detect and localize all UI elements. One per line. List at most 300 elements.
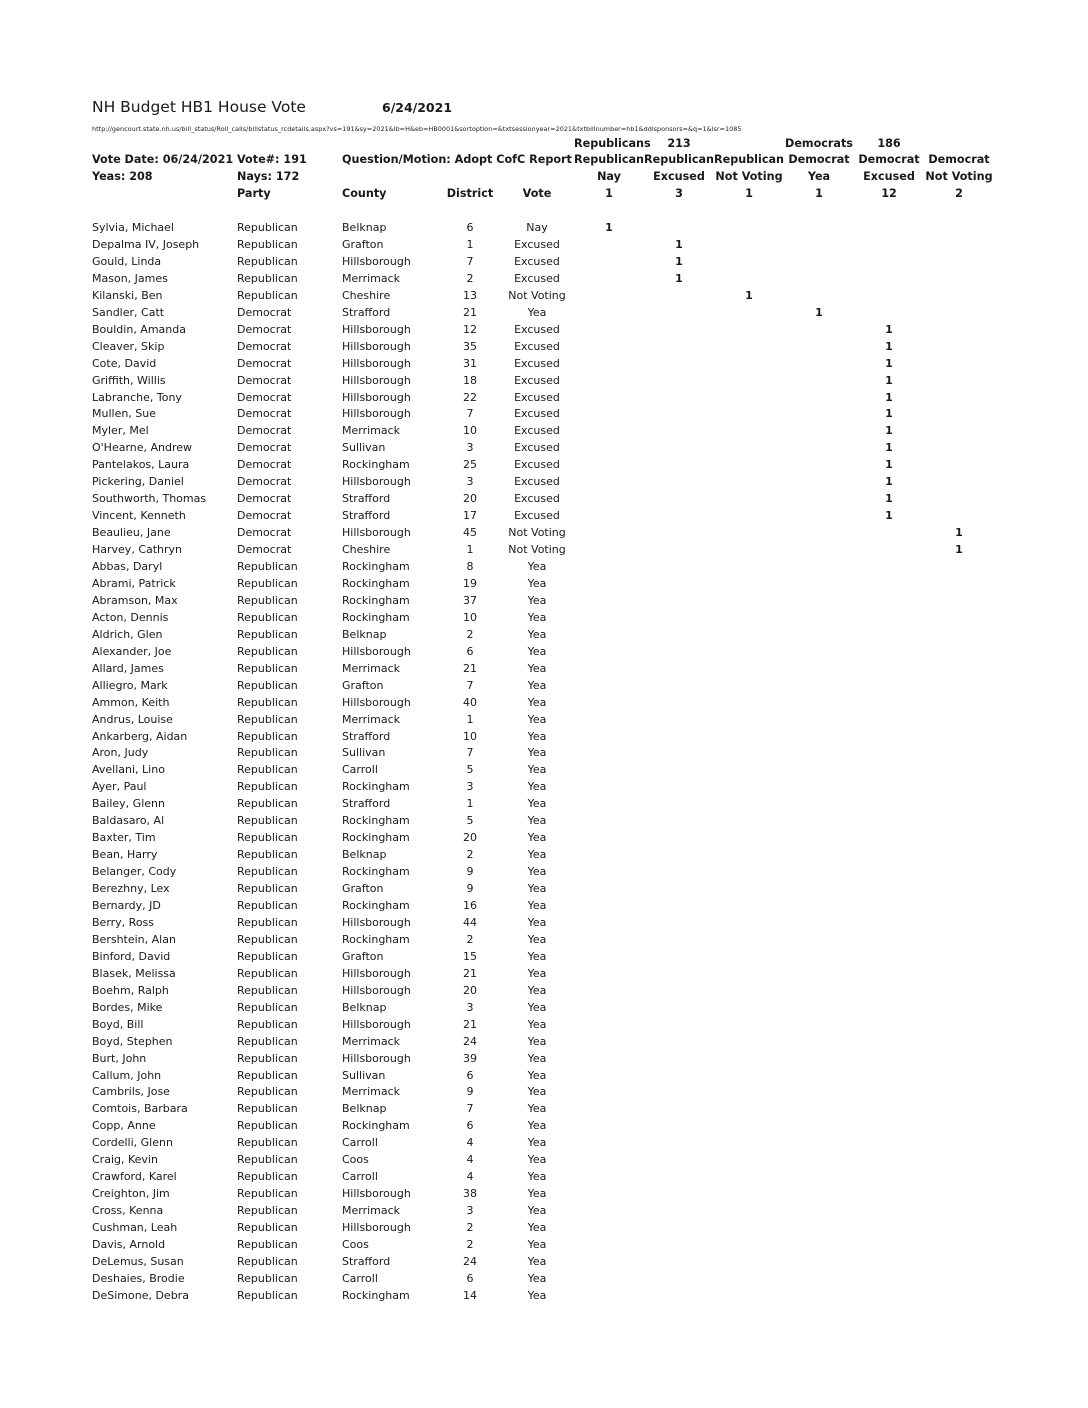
member-district: 7	[466, 678, 474, 692]
member-party: Republican	[237, 1119, 298, 1133]
member-vote: Yea	[527, 610, 547, 624]
member-district: 13	[463, 288, 477, 302]
tally-header-line1: Democrat	[928, 153, 990, 166]
member-party: Democrat	[237, 390, 292, 404]
member-district: 25	[463, 458, 477, 472]
member-district: 18	[463, 373, 477, 387]
table-row	[0, 933, 1088, 950]
member-vote: Yea	[527, 1017, 547, 1031]
member-name: Mason, James	[92, 271, 168, 285]
tally-header-line1: Democrat	[788, 153, 850, 166]
yeas-label: Yeas: 208	[92, 170, 153, 183]
member-party: Republican	[237, 254, 298, 268]
table-row	[0, 1119, 1088, 1136]
member-district: 6	[466, 1271, 474, 1285]
document-date: 6/24/2021	[382, 100, 453, 115]
member-party: Democrat	[237, 322, 292, 336]
member-name: Boyd, Bill	[92, 1017, 144, 1031]
table-row	[0, 340, 1088, 357]
member-county: Coos	[342, 1238, 369, 1251]
tally-mark: 1	[885, 509, 893, 523]
tally-mark: 1	[885, 492, 893, 506]
member-party: Republican	[237, 1068, 298, 1082]
member-party: Republican	[237, 237, 298, 251]
table-row	[0, 696, 1088, 713]
table-row	[0, 831, 1088, 848]
table-row	[0, 628, 1088, 645]
tally-mark: 1	[675, 271, 683, 285]
member-county: Belknap	[342, 221, 387, 234]
table-row	[0, 967, 1088, 984]
member-name: DeSimone, Debra	[92, 1288, 189, 1302]
table-row	[0, 1204, 1088, 1221]
tally-header-line1: Democrat	[858, 153, 920, 166]
republicans-total: 213	[667, 137, 691, 150]
member-party: Republican	[237, 1271, 298, 1285]
member-vote: Yea	[527, 1221, 547, 1235]
member-district: 7	[466, 407, 474, 421]
member-county: Merrimack	[342, 1204, 401, 1218]
member-name: Creighton, Jim	[92, 1187, 170, 1201]
member-district: 4	[466, 1170, 474, 1184]
member-vote: Yea	[527, 915, 547, 929]
member-name: Cushman, Leah	[92, 1221, 178, 1235]
table-row	[0, 848, 1088, 865]
member-vote: Excused	[514, 339, 560, 353]
member-name: Crawford, Karel	[92, 1170, 177, 1184]
member-county: Merrimack	[342, 1085, 401, 1099]
member-county: Hillsborough	[342, 1017, 411, 1031]
member-party: Republican	[237, 610, 298, 624]
member-party: Republican	[237, 1204, 298, 1218]
member-name: Vincent, Kenneth	[92, 509, 186, 523]
member-district: 37	[463, 593, 477, 607]
table-row	[0, 255, 1088, 272]
member-party: Republican	[237, 1153, 298, 1167]
table-row	[0, 899, 1088, 916]
member-district: 1	[466, 797, 474, 811]
member-name: Craig, Kevin	[92, 1153, 158, 1167]
member-county: Hillsborough	[342, 356, 411, 370]
member-name: Pickering, Daniel	[92, 475, 184, 489]
member-county: Rockingham	[342, 780, 410, 794]
member-vote: Yea	[527, 1051, 547, 1065]
vote-number-label: Vote#: 191	[237, 153, 307, 166]
member-district: 8	[466, 560, 474, 573]
member-name: Berry, Ross	[92, 915, 155, 929]
member-party: Republican	[237, 1254, 298, 1268]
member-county: Grafton	[342, 678, 384, 692]
tally-header-line2: Excused	[653, 170, 705, 183]
member-county: Merrimack	[342, 1034, 401, 1048]
member-county: Rockingham	[342, 814, 410, 828]
member-party: Republican	[237, 627, 298, 641]
member-vote: Not Voting	[508, 526, 566, 540]
nays-label: Nays: 172	[237, 170, 300, 183]
table-row	[0, 357, 1088, 374]
county-column-header: County	[342, 187, 387, 200]
table-row	[0, 475, 1088, 492]
member-county: Carroll	[342, 1136, 378, 1150]
table-row	[0, 306, 1088, 323]
vote-column-header: Vote	[522, 187, 552, 200]
member-county: Strafford	[342, 509, 391, 523]
member-name: Abrami, Patrick	[92, 576, 176, 590]
tally-mark: 1	[885, 475, 893, 489]
table-row	[0, 797, 1088, 814]
member-party: Republican	[237, 1017, 298, 1031]
member-county: Hillsborough	[342, 254, 411, 268]
member-vote: Excused	[514, 492, 560, 506]
member-vote: Yea	[527, 678, 547, 692]
table-row	[0, 424, 1088, 441]
tally-header-line2: Not Voting	[715, 170, 783, 183]
member-party: Democrat	[237, 543, 292, 557]
member-district: 9	[466, 882, 474, 896]
member-county: Sullivan	[342, 441, 386, 455]
table-row	[0, 763, 1088, 780]
tally-mark: 1	[675, 254, 683, 268]
member-vote: Yea	[527, 1238, 547, 1251]
member-county: Cheshire	[342, 543, 391, 557]
member-county: Rockingham	[342, 610, 410, 624]
tally-mark: 1	[885, 407, 893, 421]
member-vote: Yea	[527, 729, 547, 743]
member-district: 2	[466, 932, 474, 946]
member-party: Republican	[237, 1085, 298, 1099]
member-vote: Nay	[526, 221, 548, 234]
member-name: Ayer, Paul	[92, 780, 147, 794]
member-county: Grafton	[342, 949, 384, 963]
member-name: Alexander, Joe	[92, 644, 172, 658]
member-county: Hillsborough	[342, 390, 411, 404]
tally-header-count: 2	[955, 187, 963, 200]
member-vote: Yea	[527, 712, 547, 726]
member-vote: Yea	[527, 560, 547, 573]
member-name: Sylvia, Michael	[92, 221, 174, 234]
table-row	[0, 1187, 1088, 1204]
tally-mark: 1	[815, 305, 823, 319]
table-row	[0, 916, 1088, 933]
member-name: Bouldin, Amanda	[92, 322, 186, 336]
member-party: Republican	[237, 576, 298, 590]
member-district: 7	[466, 254, 474, 268]
member-vote: Yea	[527, 1136, 547, 1150]
member-party: Republican	[237, 1000, 298, 1014]
member-district: 15	[463, 949, 477, 963]
member-party: Republican	[237, 848, 298, 862]
member-county: Hillsborough	[342, 407, 411, 421]
member-district: 6	[466, 221, 474, 234]
tally-header-line2: Not Voting	[925, 170, 993, 183]
member-district: 19	[463, 576, 477, 590]
member-district: 6	[466, 644, 474, 658]
member-vote: Yea	[527, 1068, 547, 1082]
table-row	[0, 950, 1088, 967]
member-county: Merrimack	[342, 712, 401, 726]
member-name: Blasek, Melissa	[92, 966, 176, 980]
tally-header-line1: Republican	[574, 153, 644, 166]
member-name: Abbas, Daryl	[92, 560, 163, 573]
member-county: Merrimack	[342, 424, 401, 438]
tally-mark: 1	[955, 526, 963, 540]
member-party: Democrat	[237, 356, 292, 370]
tally-header-line2: Yea	[807, 170, 831, 183]
table-row	[0, 577, 1088, 594]
member-name: DeLemus, Susan	[92, 1254, 184, 1268]
member-name: Comtois, Barbara	[92, 1102, 188, 1116]
tally-header-count: 1	[605, 187, 613, 200]
table-row	[0, 1001, 1088, 1018]
member-vote: Yea	[527, 780, 547, 794]
member-party: Republican	[237, 1051, 298, 1065]
member-vote: Yea	[527, 932, 547, 946]
tally-mark: 1	[675, 237, 683, 251]
member-county: Hillsborough	[342, 966, 411, 980]
table-row	[0, 492, 1088, 509]
member-county: Strafford	[342, 1254, 391, 1268]
member-party: Republican	[237, 814, 298, 828]
member-party: Democrat	[237, 475, 292, 489]
member-party: Republican	[237, 644, 298, 658]
member-name: Abramson, Max	[92, 593, 178, 607]
member-party: Republican	[237, 763, 298, 777]
table-row	[0, 543, 1088, 560]
member-district: 3	[466, 475, 474, 489]
member-name: Callum, John	[92, 1068, 162, 1082]
table-row	[0, 1238, 1088, 1255]
member-name: Alliegro, Mark	[92, 678, 168, 692]
member-party: Republican	[237, 712, 298, 726]
member-party: Democrat	[237, 509, 292, 523]
member-county: Rockingham	[342, 458, 410, 472]
member-county: Belknap	[342, 627, 387, 641]
member-party: Republican	[237, 593, 298, 607]
party-column-header: Party	[237, 187, 271, 200]
member-county: Rockingham	[342, 932, 410, 946]
member-name: Bernardy, JD	[92, 899, 161, 912]
member-vote: Yea	[527, 966, 547, 980]
tally-mark: 1	[885, 441, 893, 455]
member-district: 9	[466, 865, 474, 879]
tally-header-line1: Republican	[714, 153, 784, 166]
member-name: Copp, Anne	[92, 1119, 156, 1133]
member-district: 2	[466, 627, 474, 641]
table-row	[0, 1136, 1088, 1153]
member-district: 21	[463, 966, 477, 980]
member-party: Democrat	[237, 458, 292, 472]
tally-header-line1: Republican	[644, 153, 714, 166]
member-county: Hillsborough	[342, 373, 411, 387]
member-name: Kilanski, Ben	[92, 288, 163, 302]
member-district: 10	[463, 424, 477, 438]
member-vote: Excused	[514, 407, 560, 421]
member-county: Rockingham	[342, 831, 410, 845]
member-district: 6	[466, 1068, 474, 1082]
member-name: Myler, Mel	[92, 424, 149, 438]
member-county: Merrimack	[342, 271, 401, 285]
member-party: Republican	[237, 746, 298, 760]
member-vote: Yea	[527, 1288, 547, 1302]
member-name: Bershtein, Alan	[92, 932, 176, 946]
member-county: Belknap	[342, 848, 387, 862]
member-county: Hillsborough	[342, 695, 411, 709]
member-name: Labranche, Tony	[92, 390, 182, 404]
member-vote: Yea	[527, 746, 547, 760]
member-vote: Yea	[527, 899, 547, 912]
tally-mark: 1	[885, 339, 893, 353]
table-row	[0, 1035, 1088, 1052]
member-county: Carroll	[342, 763, 378, 777]
member-party: Republican	[237, 560, 298, 573]
member-district: 1	[466, 712, 474, 726]
member-vote: Yea	[527, 1187, 547, 1201]
member-county: Rockingham	[342, 1288, 410, 1302]
member-vote: Yea	[527, 593, 547, 607]
table-row	[0, 272, 1088, 289]
member-vote: Yea	[527, 949, 547, 963]
member-vote: Excused	[514, 509, 560, 523]
member-county: Sullivan	[342, 1068, 386, 1082]
member-name: Acton, Dennis	[92, 610, 169, 624]
member-party: Republican	[237, 1288, 298, 1302]
member-vote: Excused	[514, 475, 560, 489]
member-name: Cambrils, Jose	[92, 1085, 170, 1099]
member-district: 14	[463, 1288, 477, 1302]
member-county: Coos	[342, 1153, 369, 1167]
tally-mark: 1	[955, 543, 963, 557]
member-party: Democrat	[237, 339, 292, 353]
member-vote: Yea	[527, 305, 547, 319]
member-vote: Not Voting	[508, 543, 566, 557]
member-name: Gould, Linda	[92, 254, 162, 268]
member-party: Republican	[237, 949, 298, 963]
member-party: Republican	[237, 915, 298, 929]
table-row	[0, 611, 1088, 628]
member-district: 17	[463, 509, 477, 523]
member-vote: Excused	[514, 373, 560, 387]
member-vote: Yea	[527, 983, 547, 997]
member-district: 10	[463, 729, 477, 743]
table-row	[0, 984, 1088, 1001]
source-url[interactable]: http://gencourt.state.nh.us/bill_status/Roll_calls/billstatus_rcdetails.aspx?vs=191&sy=2021&lb=H&eb=HB0001&sortoption=&txtsessionyear=2021&txtbillnumber=hb1&ddlsponsors=&q=1&lsr=1085	[92, 125, 742, 133]
democrats-total: 186	[877, 137, 901, 150]
question-label: Question/Motion: Adopt CofC Report	[342, 153, 572, 166]
table-row	[0, 1069, 1088, 1086]
table-row	[0, 458, 1088, 475]
member-party: Republican	[237, 729, 298, 743]
member-district: 3	[466, 1000, 474, 1014]
table-row	[0, 1018, 1088, 1035]
member-name: Mullen, Sue	[92, 407, 157, 421]
member-district: 20	[463, 983, 477, 997]
member-district: 1	[466, 237, 474, 251]
member-party: Democrat	[237, 424, 292, 438]
member-name: Cote, David	[92, 356, 157, 370]
member-party: Democrat	[237, 305, 292, 319]
table-row	[0, 1272, 1088, 1289]
member-name: Harvey, Cathryn	[92, 543, 183, 557]
member-county: Belknap	[342, 1102, 387, 1116]
table-row	[0, 814, 1088, 831]
member-name: Bailey, Glenn	[92, 797, 165, 811]
member-name: Berezhny, Lex	[92, 882, 170, 896]
member-party: Republican	[237, 271, 298, 285]
member-name: Deshaies, Brodie	[92, 1271, 185, 1285]
tally-mark: 1	[885, 424, 893, 438]
table-row	[0, 1255, 1088, 1272]
table-row	[0, 645, 1088, 662]
member-district: 4	[466, 1136, 474, 1150]
tally-mark: 1	[885, 390, 893, 404]
table-row	[0, 865, 1088, 882]
member-vote: Yea	[527, 1085, 547, 1099]
tally-header-line2: Nay	[597, 170, 621, 183]
member-party: Democrat	[237, 492, 292, 506]
table-row	[0, 679, 1088, 696]
member-district: 16	[463, 899, 477, 912]
member-district: 12	[463, 322, 477, 336]
member-name: Allard, James	[92, 661, 164, 675]
member-vote: Excused	[514, 322, 560, 336]
member-district: 2	[466, 1221, 474, 1235]
tally-mark: 1	[885, 458, 893, 472]
member-county: Hillsborough	[342, 1221, 411, 1235]
tally-header-count: 1	[745, 187, 753, 200]
member-county: Hillsborough	[342, 644, 411, 658]
member-party: Republican	[237, 1034, 298, 1048]
member-name: Pantelakos, Laura	[92, 458, 190, 472]
member-name: Cleaver, Skip	[92, 339, 165, 353]
table-row	[0, 882, 1088, 899]
member-name: Andrus, Louise	[92, 712, 173, 726]
democrats-label: Democrats	[785, 137, 853, 150]
tally-mark: 1	[745, 288, 753, 302]
member-county: Strafford	[342, 797, 391, 811]
member-vote: Excused	[514, 424, 560, 438]
member-district: 7	[466, 1102, 474, 1116]
member-party: Republican	[237, 288, 298, 302]
member-county: Belknap	[342, 1000, 387, 1014]
member-county: Grafton	[342, 237, 384, 251]
tally-mark: 1	[885, 322, 893, 336]
member-vote: Not Voting	[508, 288, 566, 302]
table-row	[0, 594, 1088, 611]
member-vote: Yea	[527, 763, 547, 777]
member-district: 4	[466, 1153, 474, 1167]
member-vote: Yea	[527, 1170, 547, 1184]
member-party: Republican	[237, 1136, 298, 1150]
member-county: Cheshire	[342, 288, 391, 302]
member-vote: Yea	[527, 695, 547, 709]
member-vote: Excused	[514, 254, 560, 268]
member-district: 2	[466, 271, 474, 285]
member-party: Republican	[237, 695, 298, 709]
table-row	[0, 560, 1088, 577]
member-county: Sullivan	[342, 746, 386, 760]
member-district: 31	[463, 356, 477, 370]
member-vote: Yea	[527, 627, 547, 641]
tally-mark: 1	[885, 373, 893, 387]
table-row	[0, 1052, 1088, 1069]
member-name: Depalma IV, Joseph	[92, 237, 200, 251]
member-district: 44	[463, 915, 477, 929]
member-county: Hillsborough	[342, 1051, 411, 1065]
table-row	[0, 1289, 1088, 1306]
member-name: Southworth, Thomas	[92, 492, 207, 506]
member-vote: Yea	[527, 644, 547, 658]
table-row	[0, 730, 1088, 747]
